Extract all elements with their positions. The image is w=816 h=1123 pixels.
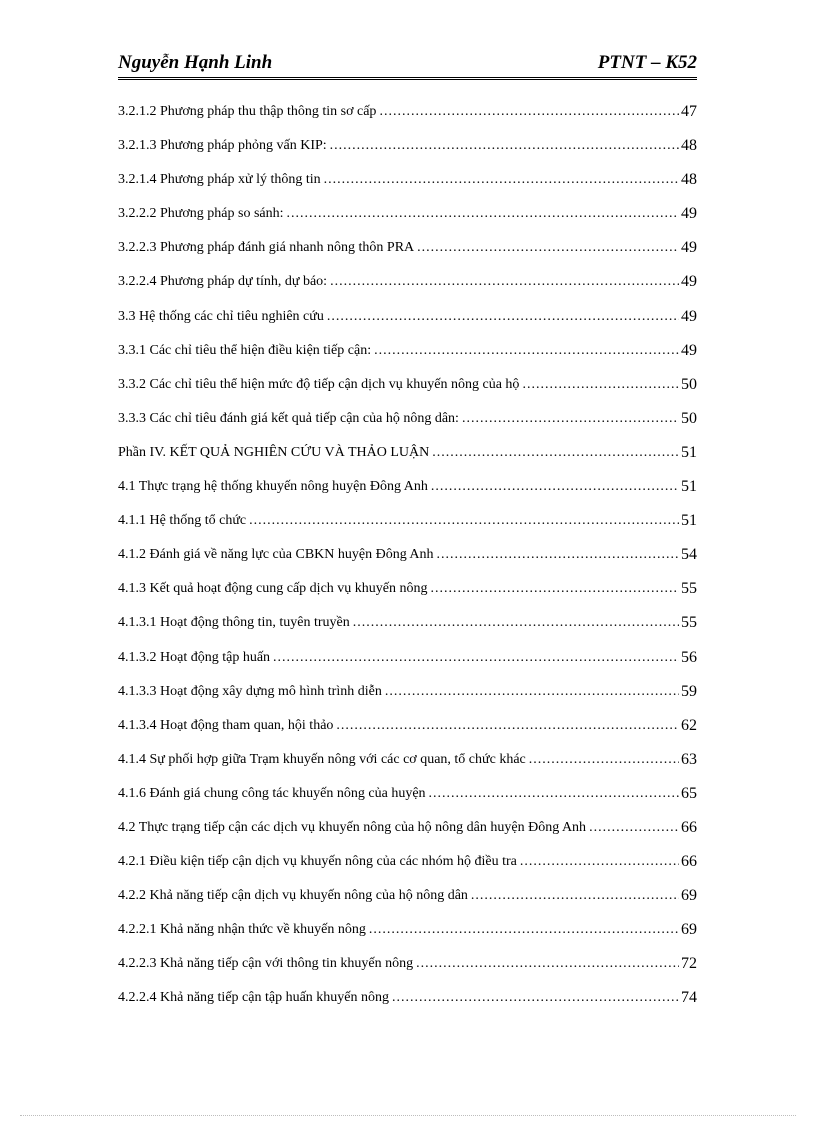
- toc-entry[interactable]: [118, 273, 697, 307]
- toc-entry-title: 4.2.2.1 Khả năng nhận thức về khuyến nông: [118, 921, 369, 939]
- header-class-code: PTNT – K52: [597, 52, 697, 73]
- toc-entry-page-number: 48: [681, 171, 697, 189]
- header-double-rule: [118, 77, 697, 80]
- toc-dot-leader: [529, 751, 679, 769]
- toc-entry[interactable]: [118, 853, 697, 887]
- toc-entry-page-number: 49: [681, 239, 697, 257]
- toc-entry-title: 4.1.3 Kết quả hoạt động cung cấp dịch vụ khuyến nông: [118, 580, 431, 598]
- toc-entry-title: 4.1.3.4 Hoạt động tham quan, hội thảo: [118, 717, 336, 735]
- toc-entry[interactable]: [118, 819, 697, 853]
- toc-dot-leader: [471, 887, 679, 905]
- page-bottom-dotted-rule: [20, 1115, 796, 1116]
- toc-dot-leader: [374, 342, 679, 360]
- toc-dot-leader: [417, 239, 679, 257]
- toc-entry[interactable]: [118, 478, 697, 512]
- toc-entry-title: 3.3.1 Các chỉ tiêu thể hiện điều kiện tiếp cận:: [118, 342, 374, 360]
- toc-entry-page-number: 69: [681, 887, 697, 905]
- toc-entry-page-number: 55: [681, 614, 697, 632]
- toc-dot-leader: [522, 376, 679, 394]
- table-of-contents: [118, 103, 697, 1024]
- toc-entry-page-number: 62: [681, 716, 697, 734]
- toc-entry-page-number: 56: [681, 648, 697, 666]
- toc-entry-title: 4.2.1 Điều kiện tiếp cận dịch vụ khuyến nông của các nhóm hộ điều tra: [118, 853, 520, 871]
- toc-entry-page-number: 63: [681, 750, 697, 768]
- toc-entry[interactable]: [118, 989, 697, 1023]
- toc-entry-title: 3.2.1.3 Phương pháp phỏng vấn KIP:: [118, 137, 330, 155]
- toc-entry-title: 3.3 Hệ thống các chỉ tiêu nghiên cứu: [118, 308, 327, 326]
- toc-entry-page-number: 69: [681, 921, 697, 939]
- toc-entry[interactable]: [118, 512, 697, 546]
- toc-entry[interactable]: [118, 751, 697, 785]
- toc-entry[interactable]: [118, 717, 697, 751]
- toc-dot-leader: [392, 989, 679, 1007]
- toc-dot-leader: [353, 614, 679, 632]
- toc-entry[interactable]: [118, 921, 697, 955]
- toc-entry-page-number: 66: [681, 818, 697, 836]
- toc-entry[interactable]: [118, 683, 697, 717]
- toc-entry-title: 4.1.3.3 Hoạt động xây dựng mô hình trình diễn: [118, 683, 385, 701]
- toc-entry-page-number: 49: [681, 205, 697, 223]
- toc-entry[interactable]: [118, 171, 697, 205]
- toc-dot-leader: [520, 853, 679, 871]
- toc-entry-page-number: 66: [681, 853, 697, 871]
- toc-dot-leader: [287, 205, 680, 223]
- toc-dot-leader: [385, 683, 679, 701]
- header-author: Nguyễn Hạnh Linh: [118, 52, 273, 73]
- toc-entry[interactable]: [118, 103, 697, 137]
- toc-entry-page-number: 72: [681, 955, 697, 973]
- toc-entry-page-number: 54: [681, 546, 697, 564]
- toc-dot-leader: [416, 955, 679, 973]
- toc-entry[interactable]: [118, 205, 697, 239]
- toc-dot-leader: [273, 649, 679, 667]
- toc-entry-title: 4.2.2.3 Khả năng tiếp cận với thông tin khuyến nông: [118, 955, 416, 973]
- toc-entry[interactable]: [118, 342, 697, 376]
- toc-entry-page-number: 50: [681, 409, 697, 427]
- toc-entry-page-number: 74: [681, 989, 697, 1007]
- toc-dot-leader: [330, 273, 679, 291]
- toc-entry-title: 3.3.2 Các chỉ tiêu thể hiện mức độ tiếp cận dịch vụ khuyến nông của hộ: [118, 376, 522, 394]
- toc-entry-page-number: 49: [681, 341, 697, 359]
- toc-entry-title: 4.2 Thực trạng tiếp cận các dịch vụ khuyến nông của hộ nông dân huyện Đông Anh: [118, 819, 589, 837]
- toc-dot-leader: [437, 546, 679, 564]
- toc-entry-page-number: 49: [681, 307, 697, 325]
- toc-dot-leader: [379, 103, 679, 121]
- toc-entry-title: 3.3.3 Các chỉ tiêu đánh giá kết quả tiếp cận của hộ nông dân:: [118, 410, 462, 428]
- toc-entry[interactable]: [118, 887, 697, 921]
- toc-entry-title: 4.2.2 Khả năng tiếp cận dịch vụ khuyến nông của hộ nông dân: [118, 887, 471, 905]
- toc-entry-title: 3.2.1.2 Phương pháp thu thập thông tin sơ cấp: [118, 103, 379, 121]
- toc-entry-title: 4.2.2.4 Khả năng tiếp cận tập huấn khuyến nông: [118, 989, 392, 1007]
- toc-entry-title: 4.1.6 Đánh giá chung công tác khuyến nông của huyện: [118, 785, 429, 803]
- toc-entry-page-number: 47: [681, 103, 697, 120]
- toc-entry-title: 4.1 Thực trạng hệ thống khuyến nông huyện Đông Anh: [118, 478, 431, 496]
- toc-entry-page-number: 51: [681, 512, 697, 530]
- toc-entry[interactable]: [118, 444, 697, 478]
- toc-entry[interactable]: [118, 410, 697, 444]
- toc-entry-title: 3.2.2.3 Phương pháp đánh giá nhanh nông thôn PRA: [118, 239, 417, 257]
- toc-dot-leader: [336, 717, 679, 735]
- toc-entry-title: 3.2.2.2 Phương pháp so sánh:: [118, 205, 287, 223]
- toc-entry-title: 3.2.1.4 Phương pháp xử lý thông tin: [118, 171, 324, 189]
- toc-dot-leader: [330, 137, 679, 155]
- toc-dot-leader: [462, 410, 679, 428]
- toc-entry-page-number: 50: [681, 375, 697, 393]
- toc-entry-title: 4.1.3.2 Hoạt động tập huấn: [118, 649, 273, 667]
- toc-entry-title: 4.1.1 Hệ thống tổ chức: [118, 512, 249, 530]
- toc-entry-title: 4.1.2 Đánh giá về năng lực của CBKN huyện Đông Anh: [118, 546, 437, 564]
- toc-entry[interactable]: [118, 614, 697, 648]
- toc-entry[interactable]: [118, 137, 697, 171]
- toc-entry-title: Phần IV. KẾT QUẢ NGHIÊN CỨU VÀ THẢO LUẬN: [118, 444, 432, 462]
- toc-dot-leader: [431, 580, 680, 598]
- toc-entry-page-number: 48: [681, 137, 697, 155]
- toc-dot-leader: [432, 444, 679, 462]
- toc-entry[interactable]: [118, 546, 697, 580]
- toc-entry[interactable]: [118, 580, 697, 614]
- page-header: [118, 52, 697, 78]
- toc-entry-page-number: 49: [681, 273, 697, 291]
- toc-entry[interactable]: [118, 649, 697, 683]
- toc-entry-title: 4.1.3.1 Hoạt động thông tin, tuyên truyền: [118, 614, 353, 632]
- toc-entry-page-number: 51: [681, 443, 697, 461]
- toc-dot-leader: [369, 921, 679, 939]
- toc-entry-page-number: 55: [681, 580, 697, 598]
- toc-entry[interactable]: [118, 308, 697, 342]
- toc-dot-leader: [431, 478, 679, 496]
- toc-entry[interactable]: [118, 955, 697, 989]
- toc-dot-leader: [249, 512, 679, 530]
- toc-entry-title: 3.2.2.4 Phương pháp dự tính, dự báo:: [118, 273, 330, 291]
- toc-entry-title: 4.1.4 Sự phối hợp giữa Trạm khuyến nông với các cơ quan, tổ chức khác: [118, 751, 529, 769]
- toc-entry[interactable]: [118, 239, 697, 273]
- toc-dot-leader: [429, 785, 679, 803]
- toc-entry-page-number: 51: [681, 478, 697, 496]
- toc-entry-page-number: 59: [681, 682, 697, 700]
- toc-dot-leader: [324, 171, 679, 189]
- toc-dot-leader: [589, 819, 679, 837]
- toc-dot-leader: [327, 308, 679, 326]
- toc-entry-page-number: 65: [681, 784, 697, 802]
- toc-entry[interactable]: [118, 785, 697, 819]
- toc-entry[interactable]: [118, 376, 697, 410]
